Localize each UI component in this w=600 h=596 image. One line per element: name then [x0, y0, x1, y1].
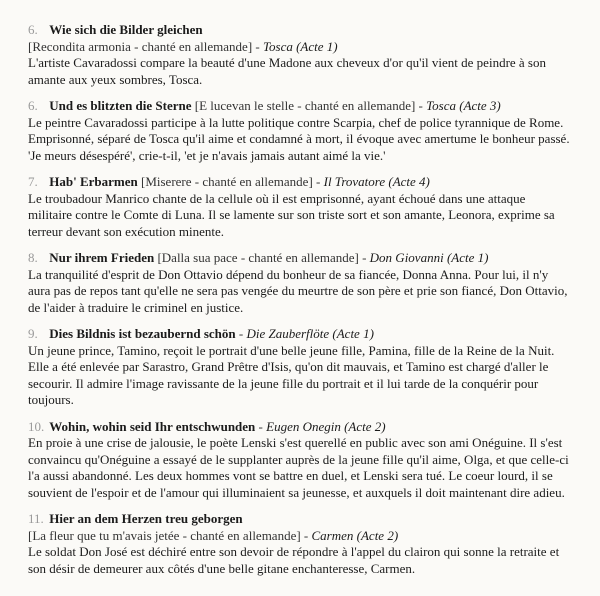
track-entry — [28, 174, 572, 240]
track-description: Le peintre Cavaradossi participe à la lutte politique contre Scarpia, chef de police tyrannique de Rome. Emprisonné, séparé de Tosca qu'il aime et condamné à mort, il évoque avec amertume le bonheur passé. 'Je meurs désespéré', crie-t-il, 'et je n'avais jamais autant aimé la vie.' — [28, 114, 570, 163]
track-entry — [28, 511, 572, 577]
track-number: 8. — [28, 250, 38, 265]
track-title: Nur ihrem Frieden — [49, 250, 155, 265]
track-work: Il Trovatore (Acte 4) — [323, 174, 430, 189]
track-description: Le soldat Don José est déchiré entre son devoir de répondre à l'appel du clairon qui sonne la retraite et son désir de demeurer aux côtés d'une belle gitane enchanteresse, Carmen. — [28, 544, 560, 576]
track-title: Wohin, wohin seid Ihr entschwunden — [49, 418, 256, 434]
track-original-title: [Recondita armonia - chanté en allemande] - — [28, 38, 263, 54]
track-heading — [28, 174, 572, 191]
track-number: 10. — [28, 418, 45, 434]
track-original-title: - — [235, 326, 247, 341]
track-original-title: - — [255, 418, 267, 434]
track-description: L'artiste Cavaradossi compare la beauté d'une Madone aux cheveux d'or qu'il vient de peindre à son amante aux yeux sombres, Tosca. — [28, 55, 546, 87]
track-entry — [28, 98, 572, 164]
track-description: Un jeune prince, Tamino, reçoit le portrait d'une belle jeune fille, Pamina, fille de la Reine de la Nuit. Elle a été enlevée par Sarastro, Grand Prêtre d'Isis, qu'on dit mauvais, et Tamino est chargé d'aller le secourir. Il admire l'image ravissante de la jeune fille du portrait et il lui tarde de la conquérir pour toujours. — [28, 342, 555, 407]
track-number: 7. — [28, 174, 38, 189]
track-number: 6. — [28, 22, 38, 37]
track-original-title: [E lucevan le stelle - chanté en allemande] - — [191, 98, 427, 113]
track-title: Hab' Erbarmen — [49, 174, 138, 189]
track-work: Eugen Onegin (Acte 2) — [266, 418, 386, 434]
track-original-title: [La fleur que tu m'avais jetée - chanté en allemande] - — [28, 527, 312, 543]
track-title: Hier an dem Herzen treu geborgen — [49, 511, 243, 526]
track-work: Carmen (Acte 2) — [311, 527, 399, 543]
track-number: 6. — [28, 98, 38, 113]
track-heading — [28, 419, 572, 436]
track-number: 11. — [28, 511, 44, 526]
track-original-title: [Dalla sua pace - chanté en allemande] - — [154, 250, 370, 265]
track-entry — [28, 250, 572, 316]
track-entry — [28, 419, 572, 502]
track-number: 9. — [28, 326, 38, 341]
track-heading — [28, 250, 572, 267]
track-heading — [28, 511, 572, 544]
track-title: Und es blitzten die Sterne — [49, 98, 192, 113]
track-entry — [28, 22, 572, 88]
track-title: Wie sich die Bilder gleichen — [49, 22, 203, 37]
track-entry — [28, 326, 572, 409]
track-work: Tosca (Acte 3) — [426, 98, 501, 113]
track-original-title: [Miserere - chanté en allemande] - — [137, 174, 324, 189]
track-description: Le troubadour Manrico chante de la cellule où il est emprisonné, ayant échoué dans une attaque militaire contre le Comte di Luna. Il se lamente sur son triste sort et son amante, Leonora, exprime sa terreur devant son exécution minente. — [28, 190, 555, 239]
track-work: Don Giovanni (Acte 1) — [369, 250, 489, 265]
track-heading — [28, 326, 572, 343]
track-title: Dies Bildnis ist bezaubernd schön — [49, 326, 236, 341]
track-description: La tranquilité d'esprit de Don Ottavio dépend du bonheur de sa fiancée, Donna Anna. Pour lui, il n'y aura pas de repos tant qu'elle ne sera pas vengée du meurtre de son père et prie son fiancé, Don Ottavio, de l'aider à traduire le criminel en justice. — [28, 266, 568, 315]
track-work: Die Zauberflöte (Acte 1) — [246, 326, 374, 341]
track-work: Tosca (Acte 1) — [262, 38, 338, 54]
track-description: En proie à une crise de jalousie, le poète Lenski s'est querellé en public avec son ami Onéguine. Il s'est convaincu qu'Onéguine a essayé de le supplanter auprès de la jeune fille qu'il aime, Olga, et que celle-ci l'a aussi abandonné. Les deux hommes vont se battre en duel, et Lenski sera tué. Le coeur lourd, il se souvient de l'espoir et de l'amour qui illuminaient sa jeunesse, et auxquels il doit maintenant dire adieu. — [28, 435, 569, 500]
track-heading — [28, 22, 572, 55]
track-heading — [28, 98, 572, 115]
